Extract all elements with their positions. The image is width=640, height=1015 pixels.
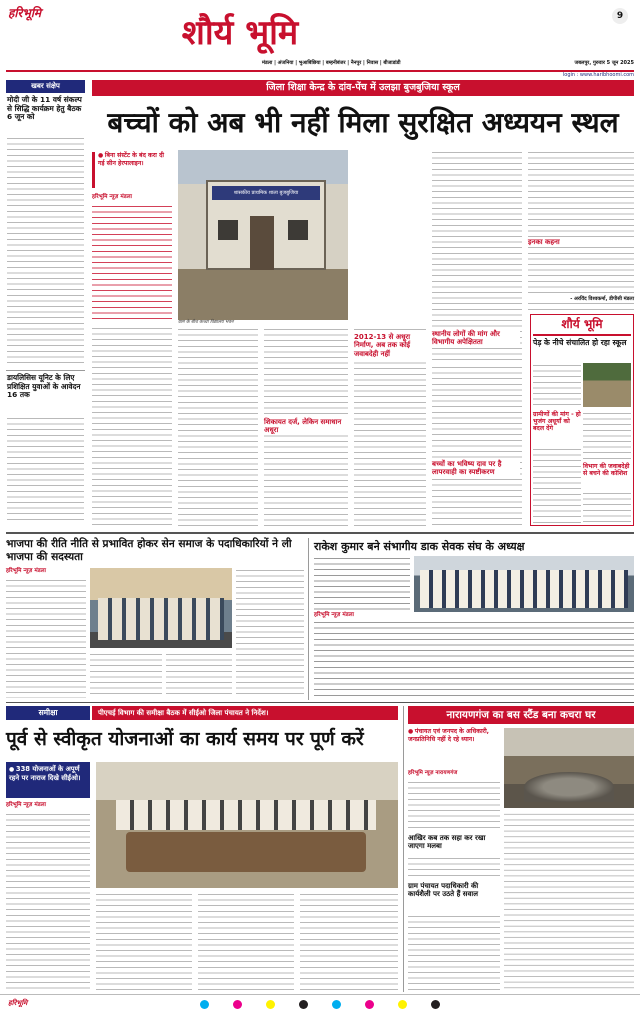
school-door bbox=[250, 216, 274, 270]
garbage-byline: हरिभूमि न्यूज़ नारायणगंज bbox=[408, 770, 458, 776]
lead-intro-text bbox=[92, 204, 172, 322]
lead-body-text bbox=[92, 326, 172, 526]
garbage-body-text bbox=[408, 780, 500, 830]
color-dot bbox=[365, 1000, 374, 1009]
review-kicker: पीएचई विभाग की समीक्षा बैठक में सीईओ जिला पंचायत ने निर्देश। bbox=[92, 706, 398, 720]
inset-body-text bbox=[583, 411, 631, 461]
brand-logo: हरिभूमि bbox=[8, 6, 42, 20]
inset-rule bbox=[533, 334, 631, 336]
review-body-text bbox=[300, 892, 398, 990]
footer-brand: हरिभूमि bbox=[8, 999, 28, 1007]
bjp-body-text bbox=[90, 652, 162, 698]
garbage-bullet bbox=[408, 728, 500, 762]
news-brief-label: खबर संक्षेप bbox=[6, 80, 85, 93]
inset-title: शौर्य भूमि bbox=[561, 317, 603, 331]
meeting-table bbox=[126, 832, 366, 872]
garbage-body-text bbox=[408, 856, 500, 878]
garbage-photo bbox=[504, 728, 634, 808]
review-photo bbox=[96, 762, 398, 888]
quote-signoff: - अरविंद विश्वकर्मा, डीपीसी मंडला bbox=[528, 296, 634, 302]
section-divider bbox=[6, 532, 634, 534]
garbage-body-text bbox=[504, 812, 634, 990]
review-callout bbox=[6, 762, 90, 798]
inset-photo bbox=[583, 363, 631, 407]
color-dot bbox=[299, 1000, 308, 1009]
lead-body-text bbox=[528, 150, 634, 310]
color-dot bbox=[332, 1000, 341, 1009]
dak-photo bbox=[414, 556, 634, 612]
bullet-icon: ● bbox=[98, 152, 104, 159]
school-window bbox=[218, 220, 238, 240]
color-dot bbox=[431, 1000, 440, 1009]
dak-body-text bbox=[314, 620, 634, 698]
group-of-people bbox=[98, 598, 224, 640]
page-number: 9 bbox=[612, 8, 628, 24]
garbage-headline: नारायणगंज का बस स्टैंड बना कचरा घर bbox=[408, 706, 634, 724]
section-title: शौर्य भूमि bbox=[181, 13, 299, 53]
lead-callout bbox=[92, 152, 172, 188]
bullet-text: पंचायत एवं जनपद के अधिकारी, जनप्रतिनिधि नहीं दे रहे ध्यान। bbox=[408, 728, 490, 743]
bullet-icon: ● bbox=[9, 766, 15, 773]
lead-body-text bbox=[178, 327, 258, 527]
bjp-body-text bbox=[236, 568, 304, 698]
lead-subhead: बच्चों का भविष्य दाव पर है लापरवाही का स्पष्टीकरण bbox=[432, 460, 520, 477]
review-label: समीक्षा bbox=[6, 706, 90, 720]
column-rule bbox=[308, 538, 309, 700]
group-of-people bbox=[420, 570, 628, 608]
photo-caption: ग्राम के बीच कच्चा विद्यालय भवन bbox=[178, 320, 234, 325]
masthead-rule bbox=[6, 70, 634, 72]
inset-story: ग्रामीणों की मांग - हो भुजंग अधूर्यां को बदल देंगे bbox=[533, 411, 581, 433]
inset-body-text bbox=[533, 363, 581, 407]
inset-page bbox=[530, 314, 634, 526]
date-line: जबलपुर, गुरुवार 5 जून 2025 bbox=[574, 60, 634, 66]
lead-body-text bbox=[432, 365, 522, 527]
login-link[interactable]: login : www.haribhoomi.com bbox=[562, 72, 634, 78]
lead-subhead: 2012-13 से अधूरा निर्माण, अब तक कोई जवाबदेही नहीं bbox=[354, 333, 426, 358]
color-dot bbox=[233, 1000, 242, 1009]
divider bbox=[6, 370, 85, 371]
lead-kicker: जिला शिक्षा केन्द्र के दांव-पेंच में उलझा बुजबुजिया स्कूल bbox=[92, 80, 634, 96]
review-body-text bbox=[198, 892, 294, 990]
bjp-body-text bbox=[6, 578, 86, 698]
school-sign: शासकीय प्राथमिक शाला बुजबुजिया bbox=[212, 186, 320, 200]
news-brief-column bbox=[6, 80, 85, 522]
review-body-text bbox=[6, 812, 90, 990]
lead-subhead: शिकायत दर्ज, लेकिन समाधान अधूरा bbox=[264, 418, 348, 435]
footer bbox=[0, 994, 640, 1015]
brief-title: मोदी जी के 11 वर्ष संकल्प से सिद्धि कार्यक्रम हेतु बैठक 6 जून को bbox=[7, 95, 82, 122]
region-list: मंडला | अंजनिया | भुआबिछिया | बम्हनीबंजर | नैनपुर | निवास | बीजाडांडी bbox=[262, 60, 401, 66]
bjp-photo bbox=[90, 568, 232, 648]
dak-byline: हरिभूमि न्यूज़ मंडला bbox=[314, 612, 354, 618]
inset-body-text bbox=[583, 491, 631, 523]
school-window bbox=[288, 220, 308, 240]
section-divider bbox=[6, 702, 634, 703]
quote-label: इनका कहना bbox=[528, 238, 634, 247]
color-dot bbox=[266, 1000, 275, 1009]
lead-headline: बच्चों को अब भी नहीं मिला सुरक्षित अध्ययन स्थल bbox=[107, 106, 619, 139]
callout-text: 338 योजनाओं के अपूर्ण रहने पर नाराज दिखे सीईओ। bbox=[9, 765, 81, 782]
review-body-text bbox=[96, 892, 192, 990]
lead-photo bbox=[178, 150, 348, 320]
review-byline: हरिभूमि न्यूज़ मंडला bbox=[6, 802, 46, 808]
bjp-byline: हरिभूमि न्यूज़ मंडला bbox=[6, 568, 46, 574]
group-of-people bbox=[116, 800, 376, 830]
color-dot bbox=[200, 1000, 209, 1009]
bullet-icon: ● bbox=[408, 728, 414, 735]
garbage-subhead: आखिर कब तक सहा कर रखा जाएगा मलबा bbox=[408, 834, 486, 851]
lead-subhead: स्थानीय लोगों की मांग और विभागीय अपेक्षितता bbox=[432, 330, 520, 347]
inset-body-text bbox=[533, 447, 581, 523]
garbage-heap bbox=[524, 772, 614, 802]
masthead bbox=[0, 0, 640, 78]
brief-body-text bbox=[7, 416, 84, 520]
lead-body-text bbox=[432, 150, 522, 360]
color-dot bbox=[398, 1000, 407, 1009]
review-headline: पूर्व से स्वीकृत योजनाओं का कार्य समय पर पूर्ण करें bbox=[6, 728, 364, 750]
dak-body-text bbox=[314, 556, 410, 610]
dak-headline: राकेश कुमार बने संभागीय डाक सेवक संघ के अध्यक्ष bbox=[314, 540, 525, 553]
callout-text: बिना संस्टेंट के बंद करा दी गई सीन हेरपालाइन। bbox=[98, 152, 164, 167]
column-rule bbox=[403, 706, 404, 992]
registration-marks bbox=[200, 1000, 440, 1010]
garbage-subhead: ग्राम पंचायत पदाधिकारी की कार्यशैली पर उठते हैं सवाल bbox=[408, 882, 479, 899]
inset-story: विभाग की जवाबदेही से बचने की कोशिश bbox=[583, 463, 630, 478]
bjp-headline: भाजपा की रीति नीति से प्रभावित होकर सेन समाज के पदाधिकारियों ने ली भाजपा की सदस्यता bbox=[6, 538, 292, 564]
brief-body-text bbox=[7, 136, 84, 364]
inset-headline: पेड़ के नीचे संचालित हो रहा स्कूल bbox=[533, 338, 627, 347]
garbage-body-text bbox=[408, 914, 500, 990]
bjp-body-text bbox=[166, 652, 232, 698]
lead-byline: हरिभूमि न्यूज़ मंडला bbox=[92, 194, 132, 200]
brief-title: डायलिसिस यूनिट के लिए प्रशिक्षित युवाओं के आवेदन 16 तक bbox=[7, 373, 81, 400]
